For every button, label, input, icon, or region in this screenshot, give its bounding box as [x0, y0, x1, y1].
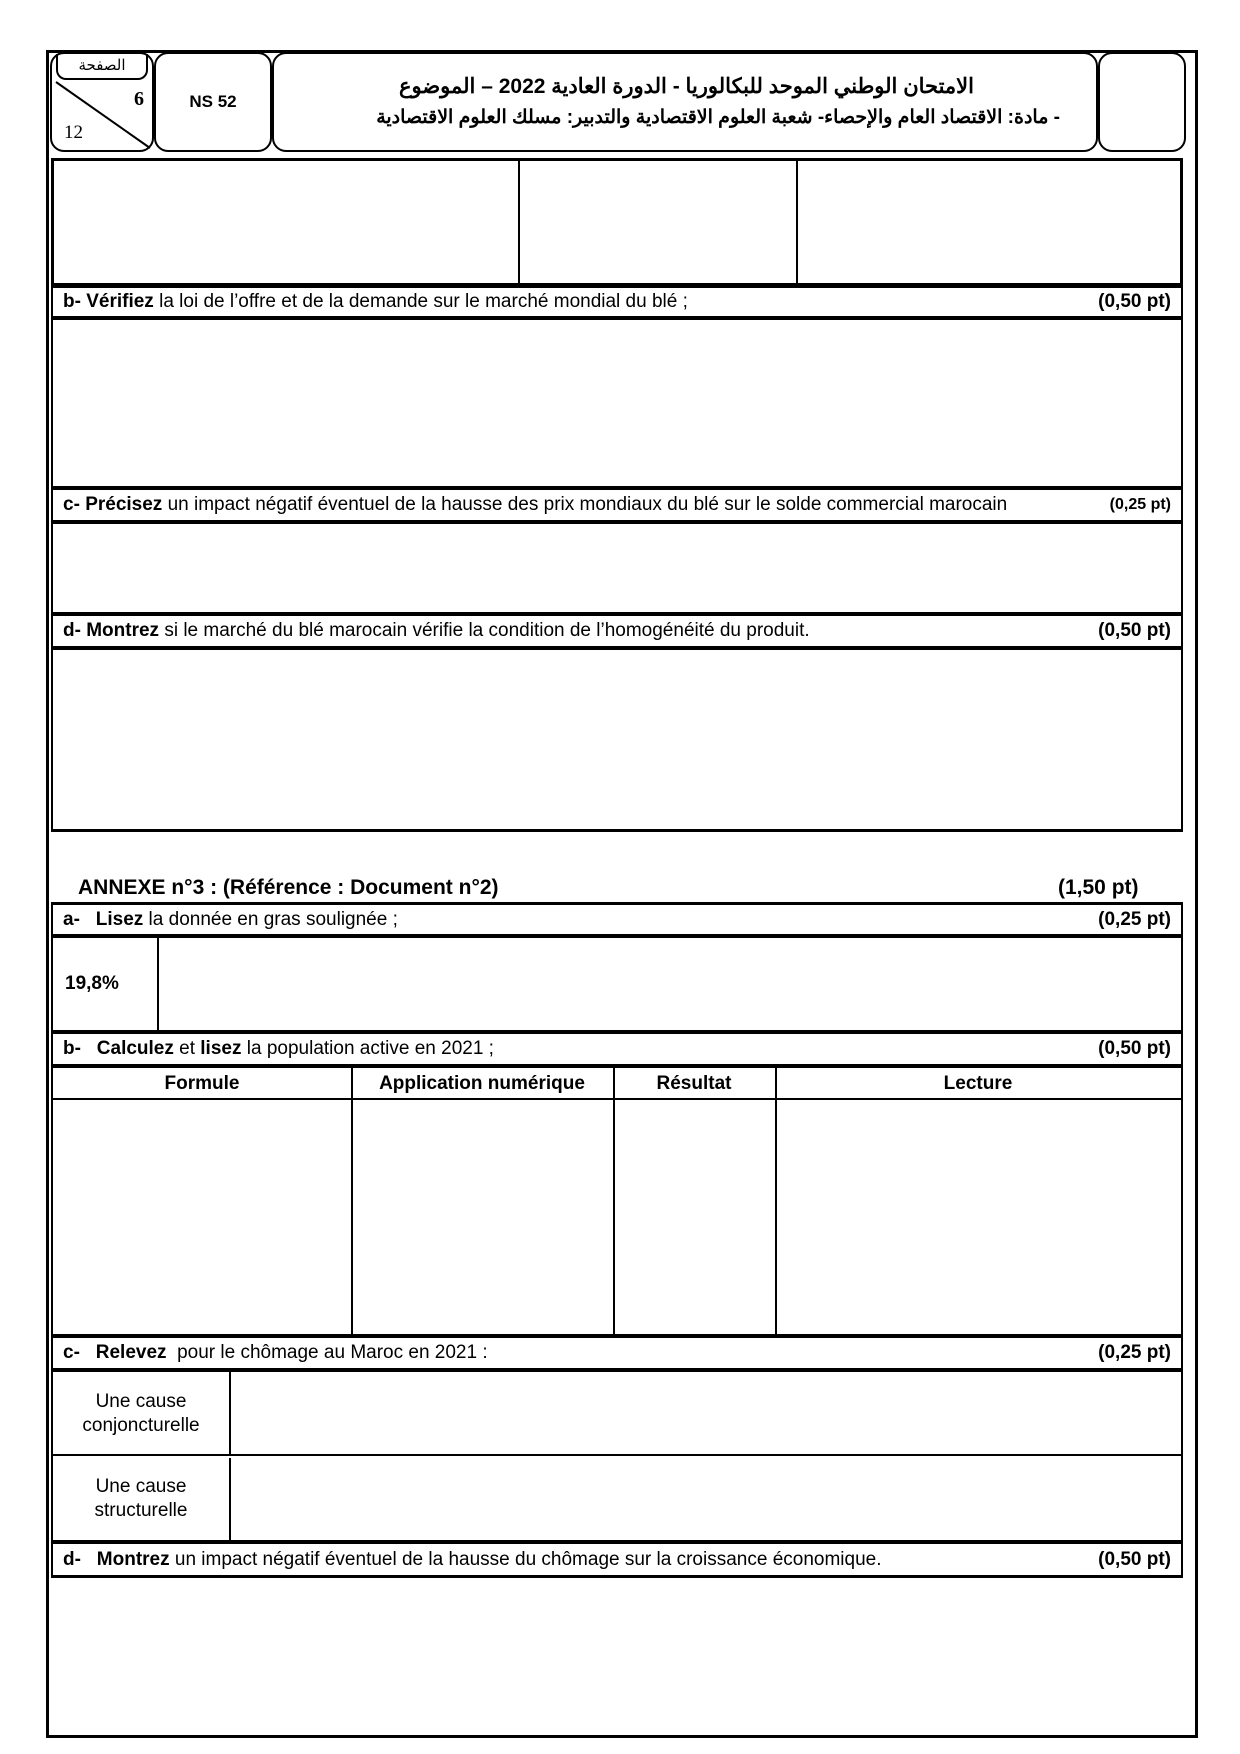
exam-code-box [154, 52, 272, 152]
page-label-tab [56, 54, 148, 80]
causes-table [51, 1370, 1183, 1542]
col-lecture: Lecture [943, 1073, 1013, 1094]
label-structurelle: Une cause structurelle [53, 1458, 231, 1540]
question-3c: c- Relevez pour le chômage au Maroc en 2021 : (0,25 pt) [51, 1336, 1183, 1370]
question-3a: a- Lisez la donnée en gras soulignée ; (0,25 pt) [51, 902, 1183, 936]
answer-3a-field[interactable] [159, 938, 1181, 1030]
answer-3a [51, 936, 1183, 1032]
calc-table [51, 1066, 1183, 1336]
question-2d: d- Montrez si le marché du blé marocain vérifie la condition de l’homogénéité du produit. (0,50 pt) [51, 614, 1183, 648]
cause-row-structurelle [53, 1458, 1181, 1542]
cell-application[interactable] [353, 1100, 613, 1334]
answer-3d[interactable] [51, 1578, 1183, 1734]
cell-formule[interactable] [53, 1100, 351, 1334]
calc-table-header [53, 1068, 1181, 1100]
answer-table-top [51, 158, 1183, 286]
cell-lecture[interactable] [777, 1100, 1181, 1334]
col-resultat: Résultat [656, 1073, 732, 1094]
exam-title-line1: الامتحان الوطني الموحد للبكالوريا - الدورة العادية 2022 – الموضوع [398, 75, 974, 98]
cell-resultat[interactable] [615, 1100, 775, 1334]
question-2c: c- Précisez un impact négatif éventuel de la hausse des prix mondiaux du blé sur le solde commercial marocain (0,25 pt) [51, 488, 1183, 522]
answer-conjoncturelle[interactable] [233, 1372, 1181, 1456]
exam-code: NS 52 [189, 92, 237, 111]
cause-row-conjoncturelle [53, 1372, 1181, 1456]
exam-title-line2: - مادة: الاقتصاد العام والإحصاء- شعبة العلوم الاقتصادية والتدبير: مسلك العلوم الاقتصادية [376, 107, 1060, 128]
exam-title-box [272, 52, 1098, 152]
annexe3-points: (1,50 pt) [1058, 876, 1139, 899]
answer-2b[interactable] [51, 318, 1183, 488]
col-application: Application numérique [379, 1073, 585, 1094]
value-cell [53, 938, 159, 1030]
annexe3-title: ANNEXE n°3 : (Référence : Document n°2) [78, 876, 499, 899]
answer-structurelle[interactable] [233, 1458, 1181, 1540]
question-3b: b- Calculez et lisez la population active en 2021 ; (0,50 pt) [51, 1032, 1183, 1066]
question-3d: d- Montrez un impact négatif éventuel de la hausse du chômage sur la croissance économique. (0,50 pt) [51, 1542, 1183, 1578]
answer-2d[interactable] [51, 648, 1183, 832]
col-formule: Formule [164, 1073, 240, 1094]
answer-2c[interactable] [51, 522, 1183, 614]
label-conjoncturelle: Une cause conjoncturelle [53, 1372, 231, 1456]
highlighted-value: 19,8% [65, 973, 119, 994]
header-empty-box [1098, 52, 1186, 152]
page-number-box [50, 52, 154, 152]
page-current: 6 [134, 88, 144, 110]
page-label: الصفحة [78, 57, 126, 74]
page-total: 12 [64, 122, 83, 143]
question-2b: b- Vérifiez la loi de l’offre et de la demande sur le marché mondial du blé ; (0,50 pt) [51, 286, 1183, 318]
